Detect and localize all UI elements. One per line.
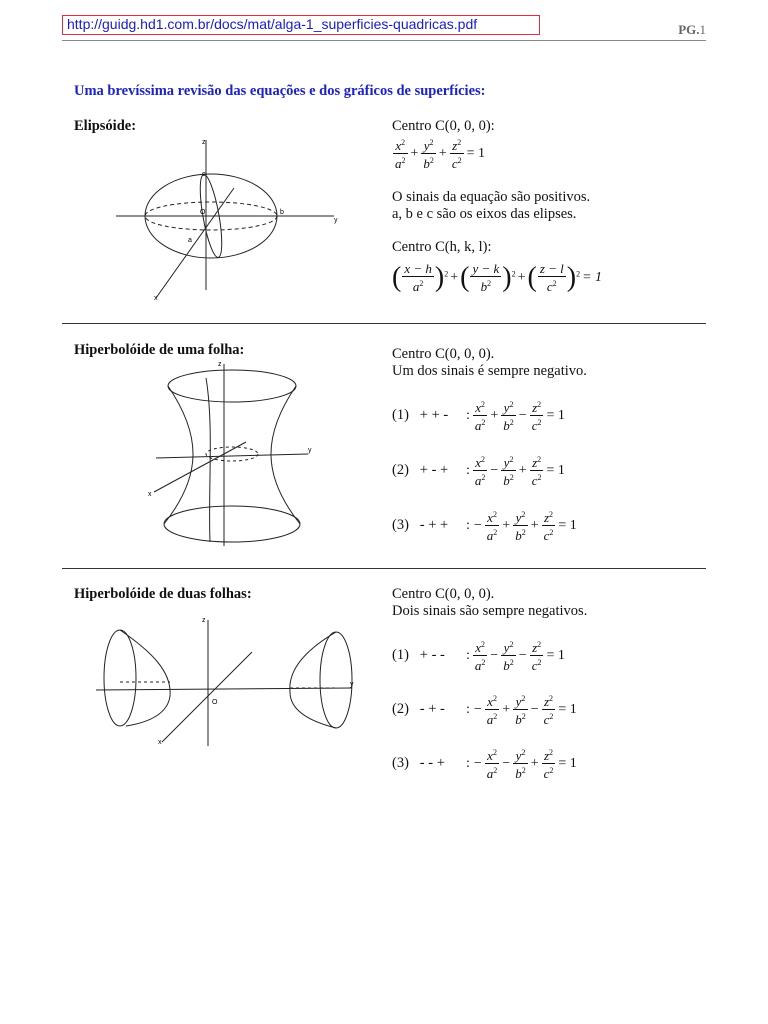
case-colon: : — [466, 407, 470, 423]
z-axis-label: z — [218, 361, 222, 368]
hyperboloid-two-sheets-figure — [92, 612, 360, 752]
ellipsoid-note-2: a, b e c são os eixos das elipses. — [392, 206, 577, 222]
fraction-term: $\frac{z^2}{c^2}$ — [531, 455, 542, 488]
sign: − — [473, 517, 482, 533]
hyperboloid-two-sheets-title: Hiperbolóide de duas folhas: — [74, 586, 252, 602]
fraction-term: $\frac{z^2}{c^2}$ — [531, 400, 542, 433]
ellipsoid-note-1: O sinais da equação são positivos. — [392, 189, 591, 205]
fraction-term: $\frac{y^2}{b^2}$ — [515, 748, 526, 781]
fraction-term: $\frac{z^2}{c^2}$ — [543, 748, 554, 781]
x-axis-label: x — [158, 739, 162, 746]
fraction-term: $\frac{z^2}{c^2}$ — [543, 510, 554, 543]
case-colon: : — [466, 701, 470, 717]
fraction-term: $\frac{y^2}{b^2}$ — [503, 640, 514, 673]
y-axis-label: y — [334, 217, 338, 224]
sign: + — [502, 701, 511, 717]
equation-rhs: = 1 — [558, 517, 577, 533]
sign: − — [502, 755, 511, 771]
fraction-term: $\frac{y^2}{b^2}$ — [503, 455, 514, 488]
ellipsoid-general-equation: ( $\frac{x - h}{a^2}$ )$^2$ +( $\frac{y - k}{b^2}$ )$^2$ +( $\frac{z - l}{c^2}$ )$^2$ = 1 — [392, 261, 603, 294]
origin-label: O — [212, 699, 218, 706]
ellipsoid-center-general: Centro C(h, k, l): — [392, 239, 492, 255]
fraction-term: $\frac{y^2}{b^2}$ — [515, 510, 526, 543]
case-colon: : — [466, 462, 470, 478]
case-label: (1) + + - — [392, 407, 449, 423]
hyp1-case-3 — [392, 508, 579, 543]
ellipsoid-figure — [106, 130, 346, 310]
c-label: c — [202, 171, 206, 178]
hyp1-center: Centro C(0, 0, 0). — [392, 346, 495, 362]
sign: + — [530, 755, 539, 771]
x-axis-label: x — [148, 491, 152, 498]
case-colon: : — [466, 517, 470, 533]
sign: − — [473, 701, 482, 717]
sign: + — [490, 407, 499, 423]
ellipsoid-eq-rhs: = 1 — [466, 145, 485, 161]
case-label: (3) - - + — [392, 755, 445, 771]
x-axis-label: x — [154, 295, 158, 302]
fraction-term: $\frac{x^2}{a^2}$ — [486, 748, 498, 781]
fraction-term: $\frac{x^2}{a^2}$ — [474, 455, 486, 488]
hyperboloid-one-sheet-title: Hiperbolóide de uma folha: — [74, 342, 245, 358]
origin-label: O — [200, 209, 206, 216]
sign: − — [530, 701, 539, 717]
case-label: (3) - + + — [392, 517, 449, 533]
hyperboloid-one-sheet-figure — [142, 356, 328, 552]
sign: + — [502, 517, 511, 533]
equation-rhs: = 1 — [546, 407, 565, 423]
ellipsoid-equation: $\frac{x^2}{a^2}$ + $\frac{y^2}{b^2}$ + $\frac{z^2}{c^2}$ = 1 — [395, 138, 485, 171]
fraction-term: $\frac{x^2}{a^2}$ — [474, 640, 486, 673]
case-label: (2) + - + — [392, 462, 449, 478]
equation-rhs: = 1 — [546, 462, 565, 478]
sign: − — [518, 647, 527, 663]
hyp2-center: Centro C(0, 0, 0). — [392, 586, 495, 602]
case-label: (1) + - - — [392, 647, 445, 663]
page-number — [678, 22, 706, 38]
equation-rhs: = 1 — [558, 701, 577, 717]
fraction-term: $\frac{x^2}{a^2}$ — [486, 510, 498, 543]
ellipsoid-title: Elipsóide: — [74, 118, 137, 134]
intro-heading: Uma brevíssima revisão das equações e dos gráficos de superfícies: — [74, 83, 486, 99]
case-colon: : — [466, 647, 470, 663]
case-colon: : — [466, 755, 470, 771]
source-url-link[interactable]: http://guidg.hd1.com.br/docs/mat/alga-1_superficies-quadricas.pdf — [62, 15, 540, 35]
case-label: (2) - + - — [392, 701, 445, 717]
hyp1-case-1 — [392, 398, 567, 433]
sign: + — [518, 462, 527, 478]
sign: − — [473, 755, 482, 771]
hyp1-note: Um dos sinais é sempre negativo. — [392, 363, 587, 379]
z-axis-label: z — [202, 617, 206, 624]
section-divider — [62, 323, 706, 324]
hyp2-case-2 — [392, 692, 579, 727]
b-label: b — [280, 209, 284, 216]
header-rule — [62, 40, 706, 41]
sign: + — [530, 517, 539, 533]
fraction-term: $\frac{z^2}{c^2}$ — [543, 694, 554, 727]
section-divider — [62, 568, 706, 569]
hyp2-case-1 — [392, 638, 567, 673]
z-axis-label: z — [202, 139, 206, 146]
equation-rhs: = 1 — [546, 647, 565, 663]
ellipsoid-center-origin: Centro C(0, 0, 0): — [392, 118, 495, 134]
hyp2-note: Dois sinais são sempre negativos. — [392, 603, 588, 619]
a-label: a — [188, 237, 192, 244]
fraction-term: $\frac{z^2}{c^2}$ — [531, 640, 542, 673]
y-axis-label: y — [308, 447, 312, 454]
fraction-term: $\frac{x^2}{a^2}$ — [474, 400, 486, 433]
sign: − — [518, 407, 527, 423]
fraction-term: $\frac{y^2}{b^2}$ — [503, 400, 514, 433]
sign: − — [490, 462, 499, 478]
equation-rhs: = 1 — [558, 755, 577, 771]
y-axis-label: y — [350, 681, 354, 688]
page-prefix: PG. — [678, 22, 700, 37]
ellipsoid-general-eq-rhs: = 1 — [582, 270, 603, 285]
fraction-term: $\frac{y^2}{b^2}$ — [515, 694, 526, 727]
hyp2-case-3 — [392, 746, 579, 781]
page-number-value: 1 — [699, 22, 706, 37]
fraction-term: $\frac{x^2}{a^2}$ — [486, 694, 498, 727]
hyp1-case-2 — [392, 453, 567, 488]
sign: − — [490, 647, 499, 663]
